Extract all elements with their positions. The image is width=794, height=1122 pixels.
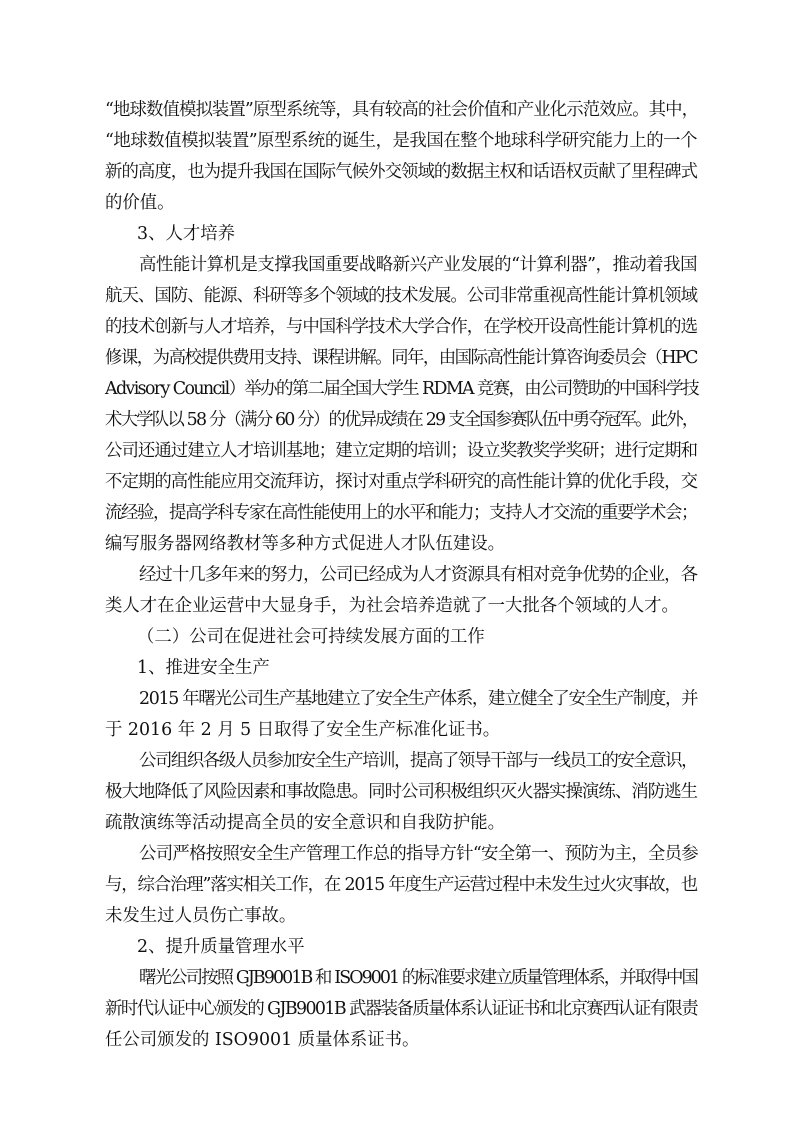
- text-line: 的技术创新与人才培养，与中国科学技术大学合作，在学校开设高性能计算机的选: [105, 317, 697, 337]
- text-line: Advisory Council）举办的第二届全国大学生 RDMA 竞赛，由公司赞助的中国科学技: [105, 379, 698, 399]
- section-heading: [105, 622, 697, 653]
- heading-text: 3、人才培养: [137, 224, 236, 244]
- paragraph: [105, 963, 697, 1056]
- text-line: 航天、国防、能源、科研等多个领域的技术发展。公司非常重视高性能计算机领域: [105, 286, 697, 306]
- paragraph: [105, 250, 697, 560]
- text-line: 新的高度，也为提升我国在国际气候外交领域的数据主权和话语权贡献了里程碑式: [105, 162, 697, 182]
- heading-text: 2、提升质量管理水平: [137, 937, 305, 957]
- paragraph: [105, 839, 697, 932]
- text-line: 公司严格按照安全生产管理工作总的指导方针“安全第一、预防为主，全员参: [139, 844, 698, 864]
- text-line: 公司还通过建立人才培训基地；建立定期的培训；设立奖教奖学奖研；进行定期和: [105, 441, 697, 461]
- section-heading: [105, 932, 697, 963]
- text-line: 类人才在企业运营中大显身手，为社会培养造就了一大批各个领域的人才。: [105, 596, 679, 616]
- paragraph: [105, 684, 697, 746]
- text-line: 新时代认证中心颁发的 GJB9001B 武器装备质量体系认证证书和北京赛西认证有限责: [105, 999, 697, 1019]
- text-line: 不定期的高性能应用交流拜访，探讨对重点学科研究的高性能计算的优化手段，交: [105, 472, 697, 492]
- text-line: 术大学队以 58 分（满分 60 分）的优异成绩在 29 支全国参赛队伍中勇夺冠军。此外，: [105, 410, 698, 430]
- text-line: 极大地降低了风险因素和事故隐患。同时公司积极组织灭火器实操演练、消防逃生: [105, 782, 697, 802]
- text-line: 与，综合治理”落实相关工作，在 2015 年度生产运营过程中未发生过火灾事故，也: [105, 875, 697, 895]
- paragraph: [105, 560, 697, 622]
- text-line: 疏散演练等活动提高全员的安全意识和自我防护能。: [105, 813, 505, 833]
- document-page: [105, 95, 697, 1056]
- text-line: 任公司颁发的 ISO9001 质量体系证书。: [105, 1030, 420, 1050]
- paragraph: [105, 746, 697, 839]
- text-line: 的价值。: [105, 193, 175, 213]
- text-line: 公司组织各级人员参加安全生产培训，提高了领导干部与一线员工的安全意识，: [139, 751, 697, 771]
- text-line: 流经验，提高学科专家在高性能使用上的水平和能力；支持人才交流的重要学术会；: [105, 503, 697, 523]
- section-heading: [105, 653, 697, 684]
- text-line: “地球数值模拟装置”原型系统等，具有较高的社会价值和产业化示范效应。其中，: [105, 100, 699, 120]
- heading-text: 1、推进安全生产: [137, 658, 270, 678]
- text-line: 修课，为高校提供费用支持、课程讲解。同年，由国际高性能计算咨询委员会（HPC: [105, 348, 697, 368]
- text-line: 于 2016 年 2 月 5 日取得了安全生产标准化证书。: [105, 720, 501, 740]
- text-line: 高性能计算机是支撑我国重要战略新兴产业发展的“计算利器”，推动着我国: [139, 255, 697, 275]
- text-line: 曙光公司按照 GJB9001B 和 ISO9001 的标准要求建立质量管理体系，并取得中国: [139, 968, 697, 988]
- text-line: 编写服务器网络教材等多种方式促进人才队伍建设。: [105, 534, 505, 554]
- text-line: “地球数值模拟装置”原型系统的诞生，是我国在整个地球科学研究能力上的一个: [105, 131, 697, 151]
- text-line: 2015 年曙光公司生产基地建立了安全生产体系，建立健全了安全生产制度，并: [139, 689, 698, 709]
- section-heading: [105, 219, 697, 250]
- text-line: 经过十几多年来的努力，公司已经成为人才资源具有相对竞争优势的企业，各: [139, 565, 697, 585]
- paragraph: [105, 95, 697, 219]
- text-line: 未发生过人员伤亡事故。: [105, 906, 297, 926]
- heading-text: （二）公司在促进社会可持续发展方面的工作: [137, 627, 485, 647]
